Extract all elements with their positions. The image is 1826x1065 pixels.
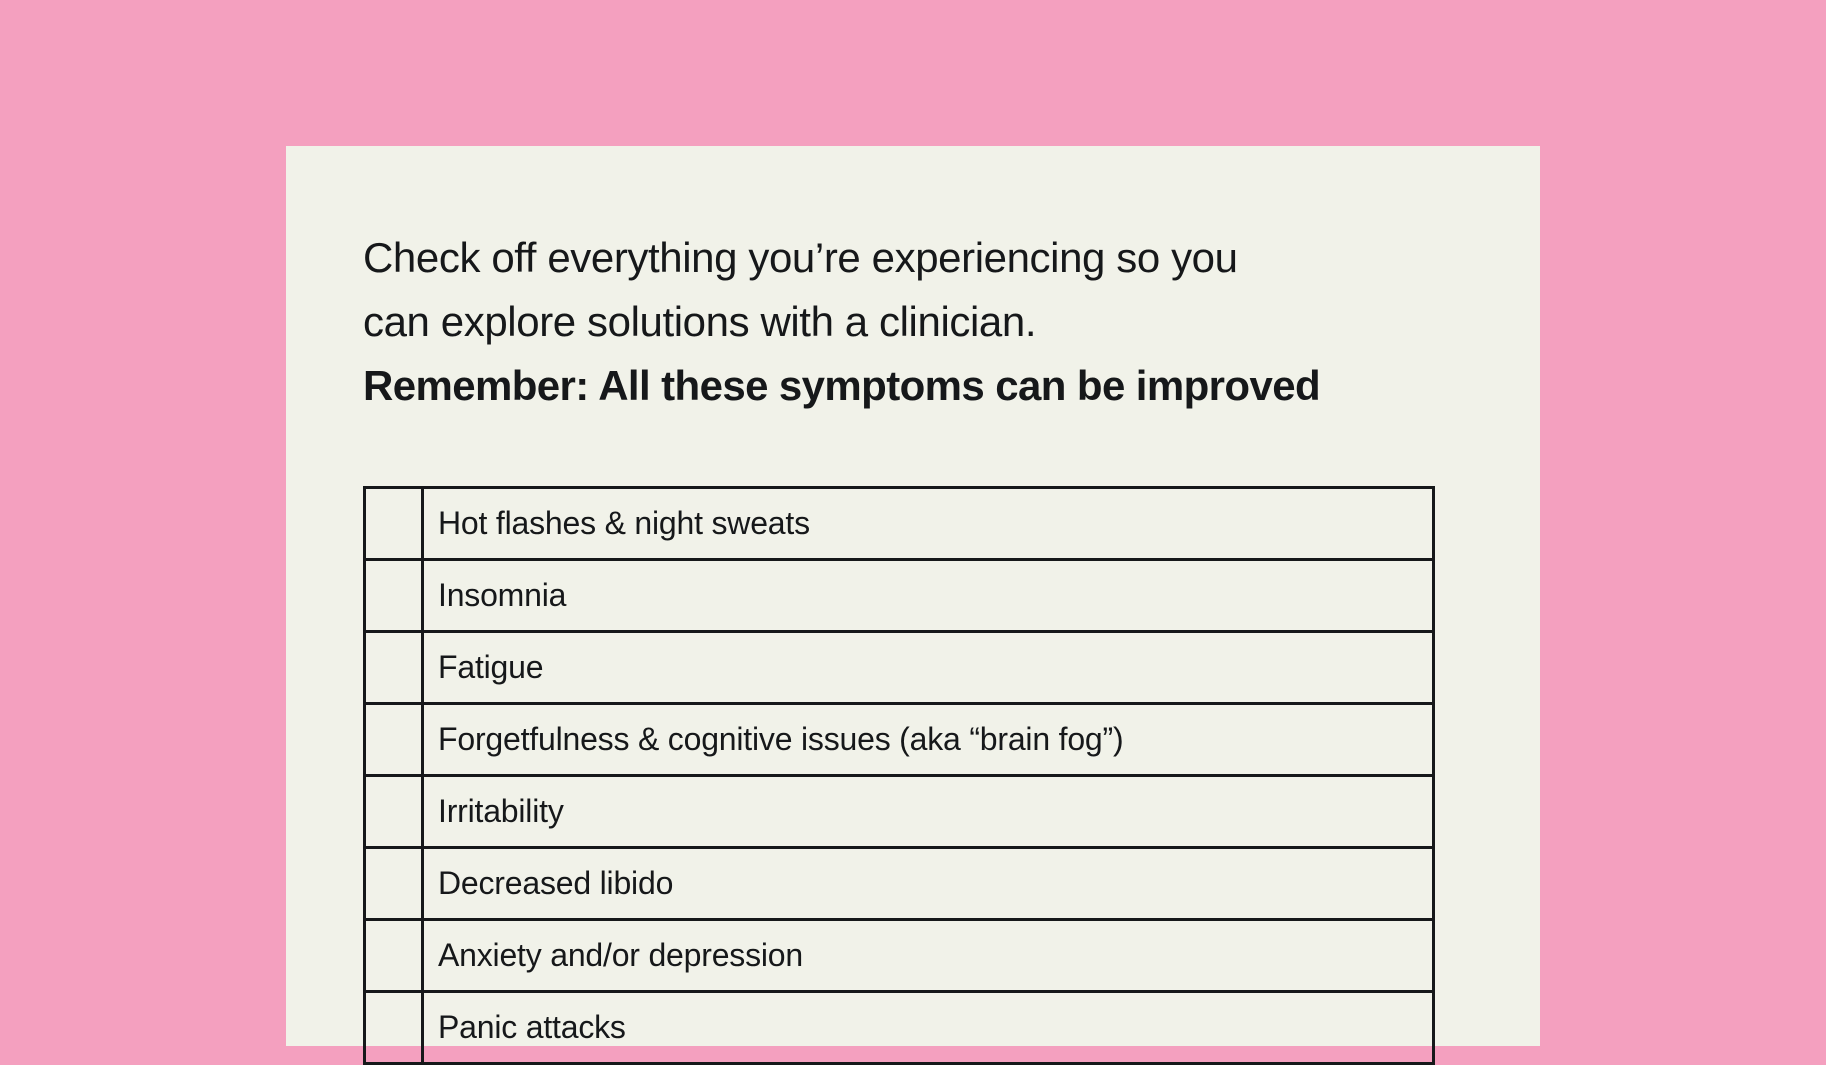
list-item-label: Irritability (438, 793, 564, 829)
list-item-label: Decreased libido (438, 865, 674, 901)
table-row[interactable] (366, 777, 1432, 849)
table-row[interactable] (366, 705, 1432, 777)
symptom-checklist-table (363, 486, 1435, 1065)
list-item-label: Insomnia (438, 577, 567, 613)
table-row[interactable] (366, 561, 1432, 633)
intro-line-2: can explore solutions with a clinician. (363, 298, 1037, 345)
checkbox-brain-fog[interactable] (366, 705, 424, 774)
list-item-label: Hot flashes & night sweats (438, 505, 810, 541)
checkbox-irritability[interactable] (366, 777, 424, 846)
document-sheet (286, 146, 1540, 1046)
intro-line-3-bold: Remember: All these symptoms can be improved (363, 362, 1321, 409)
list-item-label: Panic attacks (438, 1009, 626, 1045)
table-row[interactable] (366, 921, 1432, 993)
checkbox-decreased-libido[interactable] (366, 849, 424, 918)
table-row[interactable] (366, 633, 1432, 705)
table-row[interactable] (366, 489, 1432, 561)
checkbox-anxiety-depression[interactable] (366, 921, 424, 990)
table-row[interactable] (366, 993, 1432, 1065)
list-item-label: Forgetfulness & cognitive issues (aka “brain fog”) (438, 721, 1124, 757)
checkbox-hot-flashes[interactable] (366, 489, 424, 558)
checkbox-insomnia[interactable] (366, 561, 424, 630)
intro-line-1: Check off everything you’re experiencing so you (363, 234, 1238, 281)
checkbox-fatigue[interactable] (366, 633, 424, 702)
intro-text-block (363, 226, 1463, 418)
table-row[interactable] (366, 849, 1432, 921)
list-item-label: Anxiety and/or depression (438, 937, 804, 973)
list-item-label: Fatigue (438, 649, 544, 685)
